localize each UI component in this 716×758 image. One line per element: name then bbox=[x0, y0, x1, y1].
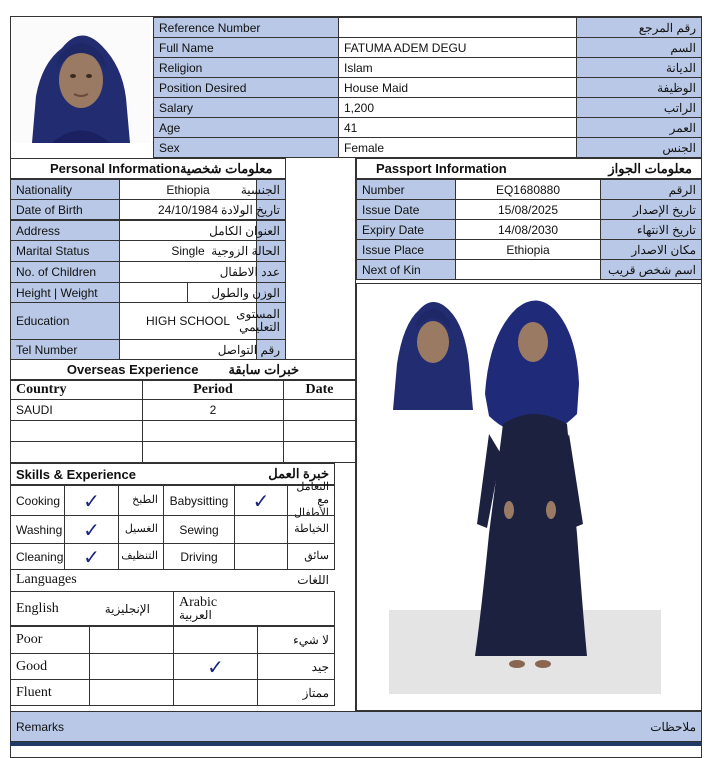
header-label-religion: Religion bbox=[153, 57, 339, 78]
overseas-title-ar: خبرات سابقة bbox=[228, 361, 300, 377]
overseas-period[interactable] bbox=[142, 441, 284, 463]
personal-label: Height | Weight bbox=[10, 282, 120, 303]
passport-value[interactable]: Ethiopia bbox=[455, 239, 601, 260]
column-divider bbox=[335, 463, 356, 711]
header-label-ar-reference-number: رقم المرجع bbox=[576, 17, 702, 38]
remarks-bar bbox=[10, 711, 702, 742]
header-label-salary: Salary bbox=[153, 97, 339, 118]
personal-value[interactable]: HIGH SCHOOL bbox=[119, 302, 257, 340]
personal-label: Date of Birth bbox=[10, 199, 120, 220]
skill-label-ar: التنظيف bbox=[118, 543, 164, 570]
language-level-label: Good bbox=[10, 653, 90, 680]
language-level-label: Poor bbox=[10, 626, 90, 654]
personal-label-ar: العنوان الكامل bbox=[256, 220, 286, 241]
skill-checkbox[interactable]: ✓ bbox=[64, 543, 119, 570]
skills-title-en: Skills & Experience bbox=[16, 466, 136, 482]
header-label-ar-religion: الديانة bbox=[576, 57, 702, 78]
personal-value[interactable]: Ethiopia bbox=[119, 179, 257, 200]
overseas-date[interactable] bbox=[283, 420, 356, 442]
full-body-photo bbox=[356, 283, 702, 711]
passport-value[interactable]: 14/08/2030 bbox=[455, 219, 601, 240]
overseas-period[interactable]: 2 bbox=[142, 399, 284, 421]
language-level-label: Fluent bbox=[10, 679, 90, 706]
header-value-religion[interactable]: Islam bbox=[338, 57, 577, 78]
skill-label: Washing bbox=[10, 515, 65, 544]
passport-label: Next of Kin bbox=[356, 259, 456, 280]
overseas-date[interactable] bbox=[283, 441, 356, 463]
header-value-age[interactable]: 41 bbox=[338, 117, 577, 138]
skill-label: Driving bbox=[163, 543, 235, 570]
personal-label: No. of Children bbox=[10, 261, 120, 283]
remarks-label-en: Remarks bbox=[16, 719, 65, 734]
languages-title-en: Languages bbox=[16, 572, 77, 587]
remarks-field[interactable] bbox=[10, 746, 702, 758]
arabic-level-checkbox[interactable] bbox=[173, 679, 258, 706]
skill-label-ar: الطبخ bbox=[118, 485, 164, 516]
personal-label-ar: عدد الاطفال bbox=[256, 261, 286, 283]
personal-label: Address bbox=[10, 220, 120, 241]
english-level-checkbox[interactable] bbox=[89, 626, 174, 654]
overseas-country[interactable] bbox=[10, 420, 143, 442]
skills-title-ar: خبرة العمل bbox=[268, 466, 329, 481]
personal-label-ar: رقم التواصل bbox=[256, 339, 286, 360]
personal-info-header bbox=[10, 158, 286, 179]
skill-label: Sewing bbox=[163, 515, 235, 544]
english-header bbox=[10, 591, 174, 626]
skill-checkbox[interactable]: ✓ bbox=[234, 485, 288, 516]
header-label-ar-full-name: السم bbox=[576, 37, 702, 58]
personal-label-ar: المستوى التعليمي bbox=[256, 302, 286, 340]
language-level-label-ar: جيد bbox=[257, 653, 335, 680]
passport-info-header bbox=[356, 158, 702, 179]
passport-info-title-en: Passport Information bbox=[376, 161, 507, 176]
passport-label: Issue Date bbox=[356, 199, 456, 220]
header-label-ar-salary: الراتب bbox=[576, 97, 702, 118]
header-label-reference-number: Reference Number bbox=[153, 17, 339, 38]
skill-label-ar: التعامل مع الأطفال bbox=[287, 485, 335, 516]
header-label-sex: Sex bbox=[153, 137, 339, 158]
header-value-salary[interactable]: 1,200 bbox=[338, 97, 577, 118]
skill-label: Cooking bbox=[10, 485, 65, 516]
language-level-label-ar: ممتاز bbox=[257, 679, 335, 706]
personal-label: Marital Status bbox=[10, 240, 120, 262]
remarks-label-ar: ملاحظات bbox=[650, 719, 696, 734]
header-label-ar-sex: الجنس bbox=[576, 137, 702, 158]
personal-label-ar: الجنسية bbox=[256, 179, 286, 200]
skill-label: Cleaning bbox=[10, 543, 65, 570]
header-value-sex[interactable]: Female bbox=[338, 137, 577, 158]
passport-value[interactable]: EQ1680880 bbox=[455, 179, 601, 200]
passport-label-ar: تاريخ الانتهاء bbox=[600, 219, 702, 240]
overseas-header bbox=[10, 359, 356, 380]
english-label-ar: الإنجليزية bbox=[104, 601, 150, 616]
personal-label-ar: الوزن والطول bbox=[256, 282, 286, 303]
overseas-title-en: Overseas Experience bbox=[66, 362, 199, 377]
arabic-label-ar: العربية bbox=[179, 607, 212, 622]
arabic-level-checkbox[interactable] bbox=[173, 626, 258, 654]
arabic-level-checkbox[interactable]: ✓ bbox=[173, 653, 258, 680]
overseas-period[interactable] bbox=[142, 420, 284, 442]
overseas-col-country: Country bbox=[10, 380, 143, 400]
header-label-ar-position: الوظيفة bbox=[576, 77, 702, 98]
passport-value[interactable]: 15/08/2025 bbox=[455, 199, 601, 220]
header-value-position[interactable]: House Maid bbox=[338, 77, 577, 98]
languages-header bbox=[10, 569, 335, 591]
header-label-full-name: Full Name bbox=[153, 37, 339, 58]
skill-label-ar: سائق bbox=[287, 543, 335, 570]
profile-photo bbox=[12, 18, 150, 143]
personal-label: Education bbox=[10, 302, 120, 340]
skill-checkbox[interactable]: ✓ bbox=[64, 515, 119, 544]
passport-label: Number bbox=[356, 179, 456, 200]
overseas-country[interactable]: SAUDI bbox=[10, 399, 143, 421]
passport-label: Issue Place bbox=[356, 239, 456, 260]
passport-label-ar: اسم شخص قريب bbox=[600, 259, 702, 280]
languages-title-ar: اللغات bbox=[297, 573, 329, 587]
language-level-label-ar: لا شيء bbox=[257, 626, 335, 654]
passport-label-ar: مكان الاصدار bbox=[600, 239, 702, 260]
personal-label: Tel Number bbox=[10, 339, 120, 360]
skill-label-ar: الغسيل bbox=[118, 515, 164, 544]
passport-value[interactable] bbox=[455, 259, 601, 280]
skill-checkbox[interactable]: ✓ bbox=[64, 485, 119, 516]
english-level-checkbox[interactable] bbox=[89, 679, 174, 706]
overseas-date[interactable] bbox=[283, 399, 356, 421]
column-divider bbox=[285, 158, 356, 360]
skills-header bbox=[10, 463, 335, 485]
header-label-position: Position Desired bbox=[153, 77, 339, 98]
overseas-col-period: Period bbox=[142, 380, 284, 400]
overseas-col-date: Date bbox=[283, 380, 356, 400]
personal-info-title-en: Personal Information bbox=[50, 161, 181, 176]
arabic-label-en: Arabic bbox=[179, 594, 218, 610]
header-value-full-name[interactable]: FATUMA ADEM DEGU bbox=[338, 37, 577, 58]
passport-info-title-ar: معلومات الجواز bbox=[608, 160, 692, 176]
passport-label-ar: الرقم bbox=[600, 179, 702, 200]
skill-checkbox[interactable] bbox=[234, 543, 288, 570]
skill-label: Babysitting bbox=[163, 485, 235, 516]
header-label-ar-age: العمر bbox=[576, 117, 702, 138]
personal-label-ar: الحالة الزوجية bbox=[256, 240, 286, 262]
personal-value[interactable]: 24/10/1984 bbox=[119, 199, 257, 220]
personal-info-title-ar: معلومات شخصية bbox=[180, 160, 273, 176]
english-label-en: English bbox=[16, 600, 59, 616]
personal-value[interactable]: Single bbox=[119, 240, 257, 262]
passport-label-ar: تاريخ الإصدار bbox=[600, 199, 702, 220]
skill-checkbox[interactable] bbox=[234, 515, 288, 544]
header-label-age: Age bbox=[153, 117, 339, 138]
personal-label: Nationality bbox=[10, 179, 120, 200]
passport-label: Expiry Date bbox=[356, 219, 456, 240]
skill-label-ar: الخياطة bbox=[287, 515, 335, 544]
arabic-header bbox=[173, 591, 335, 626]
overseas-country[interactable] bbox=[10, 441, 143, 463]
english-level-checkbox[interactable] bbox=[89, 653, 174, 680]
header-value-reference-number[interactable] bbox=[338, 17, 577, 38]
height-field[interactable] bbox=[119, 282, 188, 303]
personal-label-ar: تاريخ الولادة bbox=[256, 199, 286, 220]
